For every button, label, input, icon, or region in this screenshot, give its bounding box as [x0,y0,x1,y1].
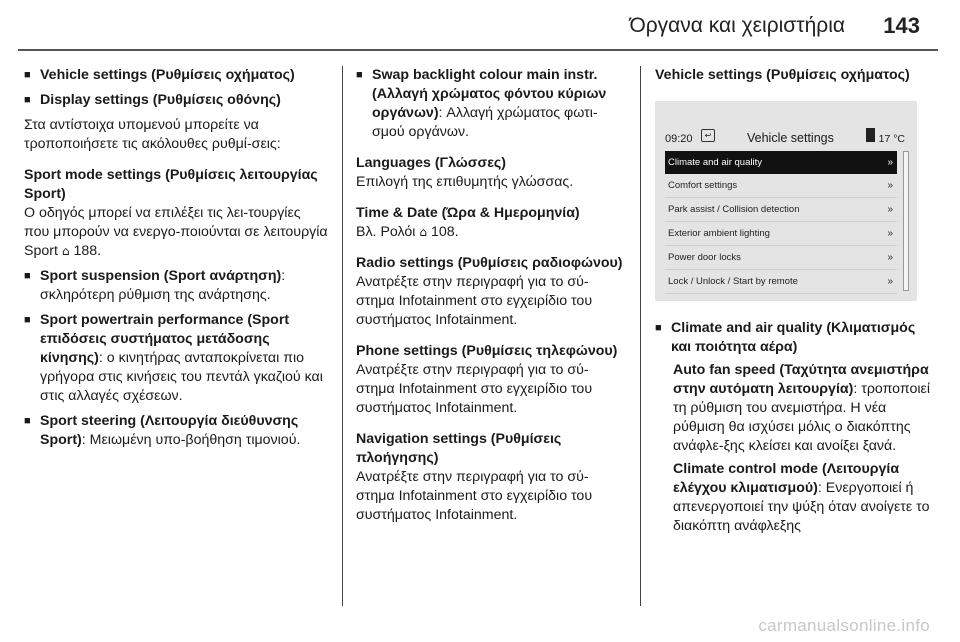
screen-menu-item-door-locks: Power door locks » [665,246,897,270]
column-left [24,66,329,456]
section-heading: Phone settings (Ρυθμίσεις τηλεφώνου) [356,343,618,359]
screen-menu-item-climate: Climate and air quality » [665,151,897,174]
phone-section [356,342,626,418]
column-middle [356,66,626,537]
section-heading: Languages (Γλώσσες) [356,155,507,171]
list-item: ■ Sport powertrain performance (Sport επιδόσεις συστήματος μετάδοσης κίνησης): ο κινητήρας ανταποκρίνεται πιο γρήγορα στις κινήσεις του πεντάλ γκαζιού και στις αλλαγές σχέσεων. [24,312,323,404]
column-divider [342,66,343,606]
vehicle-settings-screen-image [655,101,917,301]
screen-time: 09:20 [665,133,693,145]
screen-menu-item-park-assist: Park assist / Collision detection » [665,198,897,222]
chevron-right-icon: » [887,180,893,191]
bullet-icon: ■ [24,69,31,81]
section-heading: Sport mode settings (Ρυθμίσεις λειτουργίας Sport) [24,167,318,202]
sub-item-text: Climate control mode (Λειτουργία ελέγχου κλιματισμού): Ενεργοποιεί ή απενεργοποιεί την ψύξη όταν ανοίγετε το διακόπτη ανάφλεξης [673,461,930,534]
list-item: ■ Vehicle settings (Ρυθμίσεις οχήματος) [24,67,295,83]
bullet-icon: ■ [24,415,31,427]
back-icon: ↩ [701,129,715,142]
section-text: Ανατρέξτε στην περιγραφή για το σύ-στημα Infotainment στο εγχειρίδιο του συστήματος Infotainment. [356,274,593,328]
languages-section [356,154,626,192]
section-heading: Time & Date (Ώρα & Ημερομηνία) [356,205,580,221]
list-item: ■ Display settings (Ρυθμίσεις οθόνης) [24,92,281,108]
page-reference[interactable]: 188. [73,243,102,259]
radio-section [356,254,626,330]
section-text: Επιλογή της επιθυμητής γλώσσας. [356,174,574,190]
screen-menu-item-comfort: Comfort settings » [665,174,897,198]
bullet-icon: ■ [24,270,31,282]
screen-temperature: 17 °C [878,133,905,145]
screen-menu-item-exterior-lighting: Exterior ambient lighting » [665,222,897,246]
reference-icon: ⌂ [61,244,70,258]
section-text: Ανατρέξτε στην περιγραφή για το σύ-στημα Infotainment στο εγχειρίδιο του συστήματος Infotainment. [356,469,593,523]
screen-menu-list [665,151,897,294]
section-text: Βλ. Ρολόι ⌂ 108. [356,224,459,240]
column-right [655,66,930,536]
header-rule [18,49,938,51]
screen-title: Vehicle settings [747,131,834,145]
navigation-section [356,430,626,525]
sub-item-text: Auto fan speed (Ταχύτητα ανεμιστήρα στην αυτόματη λειτουργία): τροποποιεί τη ρύθμιση του ανεμιστήρα. Η νέα ρύθμιση θα ισχύσει μόλις ο διακόπτης ανάφλε-ξης κλείσει και ανοίξει ξανά. [673,362,930,454]
screen-status-bar [665,127,905,147]
page-number: 143 [883,13,920,38]
list-item: ■ Climate and air quality (Κλιματισμός και ποιότητα αέρα) [655,320,916,355]
reference-icon: ⌂ [419,225,428,239]
bullet-icon: ■ [356,69,363,81]
section-text: Ανατρέξτε στην περιγραφή για το σύ-στημα Infotainment στο εγχειρίδιο του συστήματος Infotainment. [356,362,593,416]
screen-scrollbar [903,151,909,291]
battery-icon [866,128,875,142]
section-heading: Vehicle settings (Ρυθμίσεις οχήματος) [655,67,910,83]
section-heading: Radio settings (Ρυθμίσεις ραδιοφώνου) [356,255,623,271]
page-title: Όργανα και χειριστήρια [629,14,845,37]
section-text: Ο οδηγός μπορεί να επιλέξει τις λει-τουργίες που μπορούν να ενεργο-ποιούνται σε λειτουργία Sport ⌂ 188. [24,205,328,259]
section-heading: Navigation settings (Ρυθμίσεις πλοήγησης) [356,431,562,466]
time-date-section [356,204,626,242]
chevron-right-icon: » [887,228,893,239]
chevron-right-icon: » [887,276,893,287]
bullet-icon: ■ [655,322,662,334]
page-reference[interactable]: 108. [430,224,459,240]
chevron-right-icon: » [887,204,893,215]
intro-text: Στα αντίστοιχα υπομενού μπορείτε να τροποποιήσετε τις ακόλουθες ρυθμί-σεις: [24,117,281,152]
chevron-right-icon: » [887,252,893,263]
screen-menu-item-remote: Lock / Unlock / Start by remote » [665,270,897,294]
column-divider [640,66,641,606]
bullet-icon: ■ [24,314,31,326]
bullet-icon: ■ [24,94,31,106]
list-item: ■ Sport steering (Λειτουργία διεύθυνσης Sport): Μειωμένη υπο-βοήθηση τιμονιού. [24,413,301,448]
page-header [0,0,960,48]
list-item: ■ Swap backlight colour main instr. (Αλλαγή χρώματος φόντου κύριων οργάνων): Αλλαγή χρώματος φωτι-σμού οργάνων. [356,67,607,140]
chevron-right-icon: » [887,157,893,168]
list-item: ■ Sport suspension (Sport ανάρτηση): σκληρότερη ρύθμιση της ανάρτησης. [24,268,286,303]
watermark: carmanualsonline.info [758,616,930,635]
screen-scrollbar-thumb [903,151,909,291]
